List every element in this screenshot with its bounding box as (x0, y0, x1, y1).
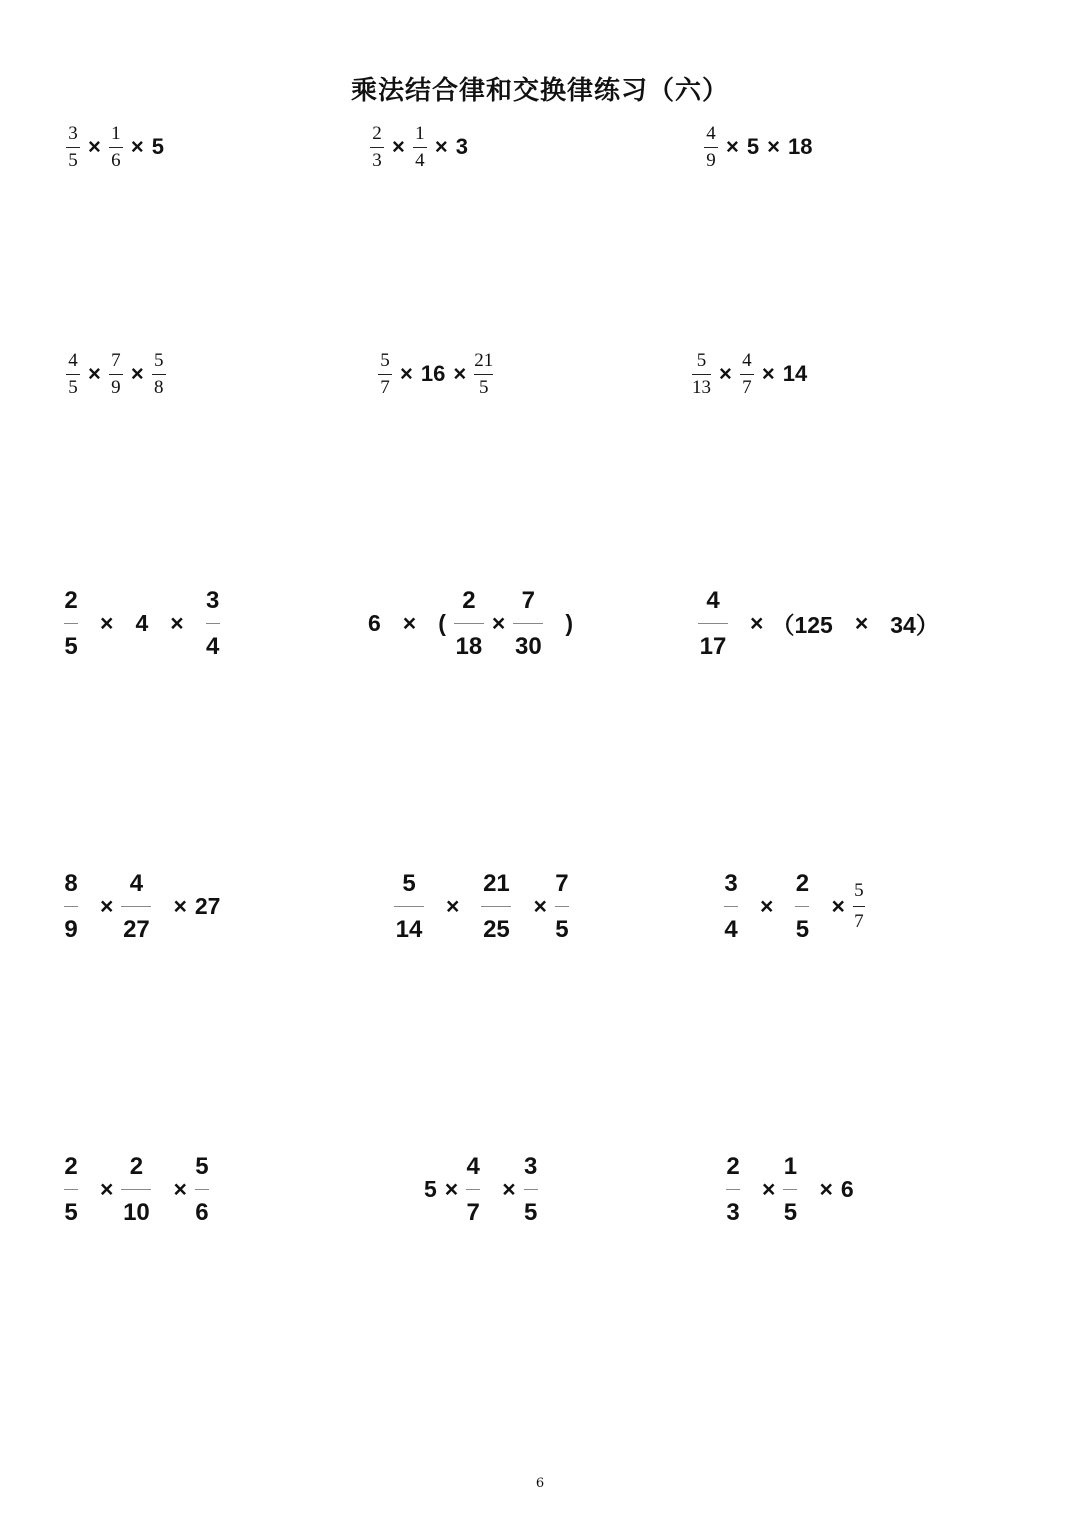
multiply-sign: × (491, 610, 506, 637)
multiply-sign: × (100, 893, 114, 920)
fraction (474, 351, 493, 398)
denominator: 25 (483, 916, 510, 944)
fraction (524, 1152, 538, 1227)
denominator: 5 (64, 633, 78, 661)
denominator: 5 (523, 1199, 538, 1227)
problem-10 (60, 869, 224, 944)
numerator: 5 (195, 1153, 209, 1180)
worksheet-title: 乘法结合律和交换律练习（六） (350, 76, 729, 106)
multiply-sign: × (400, 361, 413, 387)
multiply-sign: × (173, 1176, 187, 1203)
multiply-sign: × (761, 361, 775, 387)
numerator: 4 (706, 123, 716, 144)
denominator: 7 (854, 911, 864, 933)
integer-term: 3 (455, 134, 468, 160)
numerator: 4 (129, 870, 144, 897)
multiply-sign: × (170, 610, 184, 637)
denominator: 5 (68, 376, 78, 398)
multiply-sign: × (100, 1176, 114, 1203)
problem-13 (60, 1152, 213, 1227)
denominator: 5 (68, 149, 78, 171)
group-start: （125 (771, 612, 833, 639)
multiply-sign: × (533, 893, 547, 920)
numerator: 2 (64, 1153, 78, 1180)
denominator: 5 (478, 376, 489, 398)
denominator: 7 (742, 376, 752, 398)
numerator: 2 (129, 1153, 144, 1180)
fraction (692, 351, 711, 398)
multiply-sign: × (392, 134, 405, 160)
left-paren: ( (438, 610, 446, 637)
fraction (726, 1152, 740, 1227)
multiply-sign: × (726, 134, 739, 160)
multiply-sign: × (100, 610, 114, 637)
multiply-sign: × (173, 893, 187, 920)
integer-term: 18 (787, 134, 813, 160)
right-paren: ) (565, 610, 574, 637)
fraction (724, 869, 738, 944)
numerator: 2 (726, 1153, 740, 1180)
multiply-sign: × (719, 361, 732, 387)
multiply-sign: × (130, 134, 144, 160)
denominator: 5 (783, 1199, 798, 1227)
denominator: 10 (123, 1199, 150, 1227)
denominator: 14 (395, 916, 423, 944)
numerator: 2 (462, 587, 476, 614)
fraction (853, 879, 865, 934)
fraction (64, 869, 78, 944)
denominator: 9 (64, 916, 78, 944)
fraction (109, 351, 123, 398)
fraction (413, 124, 427, 171)
fraction (64, 1152, 78, 1227)
numerator: 1 (783, 1153, 798, 1180)
fraction (152, 351, 166, 398)
multiply-sign: × (760, 893, 774, 920)
problem-5 (374, 351, 497, 398)
fraction (66, 124, 80, 171)
denominator: 8 (153, 376, 164, 398)
multiply-sign: × (819, 1176, 833, 1203)
denominator: 18 (455, 633, 483, 661)
fraction (64, 586, 78, 661)
fraction (698, 586, 728, 661)
fraction (513, 586, 543, 661)
numerator: 4 (68, 350, 78, 371)
multiply-sign: × (767, 134, 780, 160)
numerator: 4 (706, 587, 720, 614)
integer-term: 5 (746, 134, 760, 160)
problem-2 (366, 124, 472, 171)
denominator: 3 (372, 149, 382, 171)
numerator: 3 (68, 123, 78, 144)
denominator: 3 (726, 1199, 740, 1227)
denominator: 6 (111, 149, 121, 171)
denominator: 6 (195, 1199, 209, 1227)
problem-4 (62, 351, 170, 398)
multiply-sign: × (502, 1176, 516, 1203)
multiply-sign: × (434, 134, 448, 160)
integer-term: 6 (840, 1176, 854, 1203)
numerator: 1 (415, 123, 425, 144)
fraction (195, 1152, 209, 1227)
fraction (121, 1152, 151, 1227)
numerator: 5 (402, 870, 416, 897)
group-end: 34） (890, 612, 939, 639)
fraction (466, 1152, 480, 1227)
problem-14 (420, 1152, 542, 1227)
denominator: 4 (724, 916, 738, 944)
numerator: 8 (64, 870, 78, 897)
numerator: 5 (153, 350, 164, 371)
denominator: 13 (692, 376, 711, 398)
fraction (783, 1152, 797, 1227)
denominator: 30 (514, 633, 542, 661)
denominator: 7 (466, 1199, 480, 1227)
multiply-sign: × (762, 1176, 776, 1203)
integer-term: 5 (151, 134, 164, 160)
numerator: 5 (854, 880, 864, 902)
fraction (481, 869, 511, 944)
numerator: 2 (64, 587, 78, 614)
denominator: 4 (205, 633, 220, 661)
numerator: 1 (111, 123, 121, 144)
integer-term: 5 (424, 1176, 437, 1203)
integer-term: 14 (782, 361, 808, 387)
fraction (109, 124, 123, 171)
fraction (378, 351, 392, 398)
numerator: 4 (742, 350, 752, 371)
numerator: 21 (474, 350, 494, 371)
denominator: 17 (699, 633, 727, 661)
problem-9 (694, 586, 943, 661)
multiply-sign: × (446, 893, 460, 920)
fraction (66, 351, 80, 398)
page-number: 6 (535, 1476, 545, 1491)
denominator: 5 (795, 916, 810, 944)
problem-1 (62, 124, 168, 171)
numerator: 21 (483, 870, 510, 897)
fraction (206, 586, 220, 661)
multiply-sign: × (88, 361, 101, 387)
numerator: 3 (205, 587, 220, 614)
fraction (740, 351, 754, 398)
fraction (121, 869, 151, 944)
numerator: 5 (380, 350, 390, 371)
multiply-sign: × (750, 610, 764, 637)
multiply-sign: × (88, 134, 101, 160)
numerator: 7 (521, 587, 536, 614)
problem-11 (390, 869, 573, 944)
fraction (704, 124, 718, 171)
numerator: 4 (466, 1153, 480, 1180)
fraction (394, 869, 424, 944)
numerator: 2 (795, 870, 810, 897)
problem-7 (60, 586, 224, 661)
numerator: 3 (724, 870, 738, 897)
multiply-sign: × (444, 1176, 459, 1203)
denominator: 9 (706, 149, 716, 171)
multiply-sign: × (854, 610, 869, 637)
problem-3 (700, 124, 816, 171)
numerator: 5 (696, 350, 707, 371)
denominator: 5 (555, 916, 569, 944)
denominator: 5 (64, 1199, 78, 1227)
fraction (795, 869, 809, 944)
numerator: 2 (372, 123, 382, 144)
problem-15 (722, 1152, 858, 1227)
problem-12 (720, 869, 869, 944)
numerator: 7 (555, 870, 569, 897)
numerator: 7 (111, 350, 121, 371)
multiply-sign: × (130, 361, 144, 387)
denominator: 9 (111, 376, 121, 398)
denominator: 4 (415, 149, 425, 171)
denominator: 27 (123, 916, 150, 944)
fraction (454, 586, 484, 661)
numerator: 3 (523, 1153, 538, 1180)
problem-8 (364, 586, 577, 661)
integer-term: 16 (420, 361, 446, 387)
fraction (370, 124, 384, 171)
integer-term: 27 (194, 893, 221, 920)
multiply-sign: × (402, 610, 417, 637)
fraction (555, 869, 569, 944)
problem-6 (688, 351, 811, 398)
multiply-sign: × (831, 893, 845, 920)
denominator: 7 (380, 376, 390, 398)
multiply-sign: × (453, 361, 467, 387)
integer-term: 4 (135, 610, 149, 637)
integer-term: 6 (368, 610, 381, 637)
